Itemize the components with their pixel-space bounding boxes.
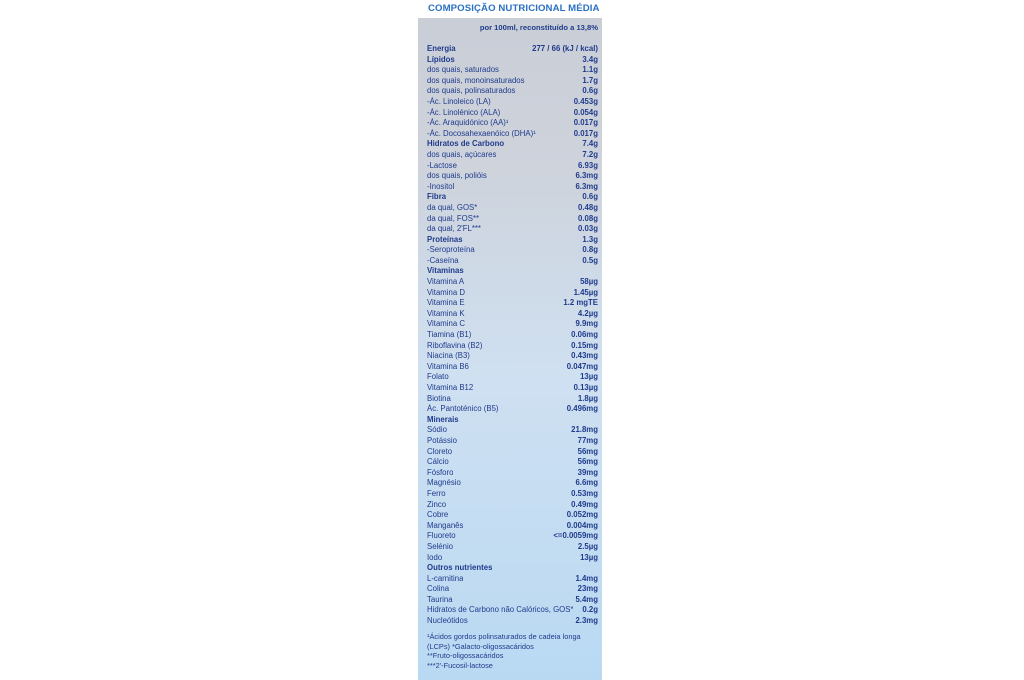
nutrient-name: Vitamina D: [427, 287, 465, 297]
nutrient-row: [418, 383, 602, 394]
nutrient-row: [418, 65, 602, 76]
footnote-line: (LCPs) *Galacto-oligossacáridos: [427, 641, 534, 651]
nutrient-row: [418, 394, 602, 405]
nutrient-name: Manganês: [427, 520, 464, 530]
nutrient-row: [418, 404, 602, 415]
nutrient-name: da qual, 2'FL***: [427, 224, 481, 234]
nutrient-name: Folato: [427, 372, 449, 382]
nutrient-name: dos quais, açúcares: [427, 149, 497, 159]
nutrient-row: [418, 510, 602, 521]
nutrient-row: [418, 298, 602, 309]
nutrient-value: 0.08g: [578, 213, 598, 223]
nutrient-row: [418, 330, 602, 341]
nutrient-name: -Inositol: [427, 181, 455, 191]
nutrient-name: Fibra: [427, 192, 447, 202]
nutrient-name: -Lactose: [427, 160, 457, 170]
nutrient-name: Minerais: [427, 414, 459, 424]
nutrient-row: [418, 171, 602, 182]
nutrient-name: Sódio: [427, 425, 447, 435]
nutrient-name: Fluoreto: [427, 531, 456, 541]
nutrient-value: 21.8mg: [571, 425, 598, 435]
panel-subtitle: por 100ml, reconstituído a 13,8%: [479, 23, 598, 32]
nutrient-row: [418, 161, 602, 172]
nutrient-row: [418, 44, 602, 55]
nutrient-name: Vitamina E: [427, 298, 465, 308]
nutrient-value: 13µg: [580, 552, 598, 562]
nutrient-value: 0.06mg: [571, 330, 598, 340]
nutrient-value: 6.3mg: [575, 181, 598, 191]
nutrient-name: Proteínas: [427, 234, 463, 244]
nutrient-row: [418, 266, 602, 277]
nutrient-value: 1.45µg: [573, 287, 598, 297]
nutrient-row: [418, 478, 602, 489]
nutrient-row: [418, 245, 602, 256]
nutrient-value: 0.49mg: [571, 499, 598, 509]
nutrient-row: [418, 309, 602, 320]
nutrient-name: dos quais, saturados: [427, 65, 499, 75]
nutrient-row: [418, 500, 602, 511]
nutrient-row: [418, 256, 602, 267]
nutrient-row: [418, 224, 602, 235]
nutrient-row: [418, 139, 602, 150]
nutrient-row: [418, 277, 602, 288]
nutrient-name: Vitamina A: [427, 277, 465, 287]
nutrient-row: [418, 76, 602, 87]
nutrient-value: 0.004mg: [566, 520, 598, 530]
nutrient-name: Tiamina (B1): [427, 330, 472, 340]
nutrient-name: Ferro: [427, 488, 446, 498]
nutrient-value: 0.15mg: [571, 340, 598, 350]
nutrient-value: 56mg: [577, 457, 598, 467]
nutrient-name: Fósforo: [427, 467, 454, 477]
nutrient-name: dos quais, monoinsaturados: [427, 75, 525, 85]
nutrient-value: 2.5µg: [577, 541, 598, 551]
footnote-line: ¹Ácidos gordos polinsaturados de cadeia longa: [427, 632, 581, 641]
nutrient-value: 0.453g: [573, 96, 598, 106]
nutrient-value: 23mg: [577, 584, 598, 594]
nutrient-row: [418, 563, 602, 574]
nutrient-row: [418, 118, 602, 129]
nutrient-row: [418, 192, 602, 203]
nutrient-name: Niacina (B3): [427, 351, 470, 361]
footnote-line: ***2'-Fucosil-lactose: [427, 660, 493, 670]
nutrient-row: [418, 415, 602, 426]
nutrient-name: Hidratos de Carbono: [427, 139, 505, 149]
nutrient-row: [418, 521, 602, 532]
nutrient-value: 5.4mg: [575, 594, 598, 604]
nutrient-row: [418, 436, 602, 447]
nutrient-name: Lípidos: [427, 54, 455, 64]
footnotes: [427, 632, 599, 670]
nutrient-name: -Ác. Linoleico (LA): [427, 96, 491, 106]
nutrient-name: Magnésio: [427, 478, 461, 488]
nutrient-row: [418, 97, 602, 108]
nutrient-row: [418, 489, 602, 500]
nutrient-row: [418, 574, 602, 585]
nutrient-name: Vitamina B12: [427, 383, 474, 392]
nutrient-name: Potássio: [427, 435, 457, 445]
nutrient-value: 58µg: [580, 277, 598, 287]
nutrient-value: 0.047mg: [566, 361, 598, 371]
nutrient-name: Nucleótidos: [427, 616, 468, 626]
nutrient-name: Colina: [427, 584, 450, 594]
nutrient-value: 0.8g: [582, 245, 598, 255]
nutrient-name: -Ác. Docosahexaenóico (DHA)¹: [427, 128, 536, 138]
nutrient-name: Vitaminas: [427, 266, 464, 276]
nutrient-value: 77mg: [577, 435, 598, 445]
nutrient-value: 9.9mg: [575, 319, 598, 329]
nutrient-name: Selénio: [427, 541, 454, 551]
nutrient-row: [418, 447, 602, 458]
nutrient-name: -Ác. Linolénico (ALA): [427, 107, 501, 117]
nutrient-value: 4.2µg: [577, 308, 598, 318]
nutrient-value: 0.496mg: [566, 404, 598, 414]
nutrient-value: 277 / 66 (kJ / kcal): [532, 44, 598, 53]
nutrient-value: 1.1g: [582, 65, 598, 75]
nutrient-row: [418, 584, 602, 595]
nutrient-value: 6.3mg: [575, 171, 598, 181]
nutrient-value: 3.4g: [582, 54, 598, 64]
nutrient-value: 0.017g: [573, 128, 598, 138]
nutrient-row: [418, 616, 602, 627]
nutrient-name: -Ác. Araquidónico (AA)¹: [427, 118, 509, 128]
nutrient-value: 13µg: [580, 372, 598, 382]
nutrient-value: 1.2 mgTE: [563, 298, 598, 308]
nutrient-name: Hidratos de Carbono não Calóricos, GOS*: [427, 605, 574, 615]
nutrient-row: [418, 150, 602, 161]
nutrient-row: [418, 457, 602, 468]
nutrient-row: [418, 468, 602, 479]
nutrient-value: 0.054g: [573, 107, 598, 117]
nutrient-value: 0.13µg: [573, 383, 598, 392]
nutrition-panel: [418, 0, 602, 680]
nutrient-name: da qual, GOS*: [427, 202, 478, 212]
nutrient-row: [418, 203, 602, 214]
nutrient-row: [418, 235, 602, 246]
nutrient-row: [418, 362, 602, 373]
nutrient-row: [418, 372, 602, 383]
nutrient-row: [418, 553, 602, 564]
nutrient-name: Outros nutrientes: [427, 563, 493, 573]
nutrient-row: [418, 425, 602, 436]
nutrient-name: dos quais, polióis: [427, 171, 487, 181]
nutrient-row: [418, 214, 602, 225]
nutrient-row: [418, 542, 602, 553]
nutrient-name: Ác. Pantoténico (B5): [427, 404, 499, 414]
nutrient-name: Vitamina K: [427, 308, 465, 318]
nutrient-value: 0.53mg: [571, 488, 598, 498]
nutrient-value: 0.43mg: [571, 351, 598, 361]
nutrient-value: 0.48g: [578, 202, 598, 212]
nutrient-value: 0.03g: [578, 224, 598, 234]
nutrient-row: [418, 182, 602, 193]
nutrient-row: [418, 531, 602, 542]
nutrient-name: Iodo: [427, 552, 443, 562]
nutrient-name: dos quais, polinsaturados: [427, 86, 516, 96]
nutrient-value: 0.052mg: [566, 510, 598, 520]
nutrient-name: Vitamina C: [427, 319, 465, 329]
nutrient-row: [418, 319, 602, 330]
nutrient-row: [418, 351, 602, 362]
nutrient-name: Biotina: [427, 393, 451, 403]
nutrient-name: Cobre: [427, 510, 449, 520]
nutrient-row: [418, 129, 602, 140]
nutrient-row: [418, 288, 602, 299]
nutrient-row: [418, 341, 602, 352]
nutrient-value: <=0.0059mg: [553, 531, 598, 541]
nutrient-value: 0.017g: [573, 118, 598, 128]
nutrient-value: 39mg: [577, 467, 598, 477]
nutrient-value: 1.7g: [582, 75, 598, 85]
footnote-line: **Fruto-oligossacáridos: [427, 651, 504, 661]
nutrient-value: 0.6g: [582, 86, 598, 96]
nutrient-value: 0.2g: [582, 605, 598, 615]
panel-title: COMPOSIÇÃO NUTRICIONAL MÉDIA: [418, 0, 602, 18]
nutrient-value: 1.8µg: [577, 393, 598, 403]
nutrient-value: 7.4g: [582, 139, 598, 149]
nutrient-name: Cloreto: [427, 446, 453, 456]
nutrient-row: [418, 605, 602, 616]
nutrient-value: 7.2g: [582, 149, 598, 159]
nutrient-value: 6.6mg: [575, 478, 598, 488]
nutrient-row: [418, 55, 602, 66]
nutrient-name: -Seroproteína: [427, 245, 475, 255]
nutrient-name: -Caseína: [427, 255, 459, 265]
nutrient-name: Cálcio: [427, 457, 449, 467]
nutrient-value: 1.3g: [582, 234, 598, 244]
nutrient-value: 6.93g: [578, 160, 598, 170]
nutrient-row: [418, 86, 602, 97]
nutrient-name: Zinco: [427, 499, 447, 509]
nutrient-name: Riboflavina (B2): [427, 340, 483, 350]
nutrient-name: Vitamina B6: [427, 361, 469, 371]
nutrition-table: [418, 44, 602, 627]
nutrient-value: 0.5g: [582, 255, 598, 265]
nutrient-value: 56mg: [577, 446, 598, 456]
nutrient-name: Taurina: [427, 594, 453, 604]
nutrient-row: [418, 595, 602, 606]
nutrient-name: L-carnitina: [427, 573, 464, 583]
nutrient-name: da qual, FOS**: [427, 213, 480, 223]
nutrient-name: Energia: [427, 44, 456, 53]
nutrient-value: 2.3mg: [575, 616, 598, 626]
nutrient-value: 1.4mg: [575, 573, 598, 583]
nutrient-value: 0.6g: [582, 192, 598, 202]
nutrient-row: [418, 108, 602, 119]
